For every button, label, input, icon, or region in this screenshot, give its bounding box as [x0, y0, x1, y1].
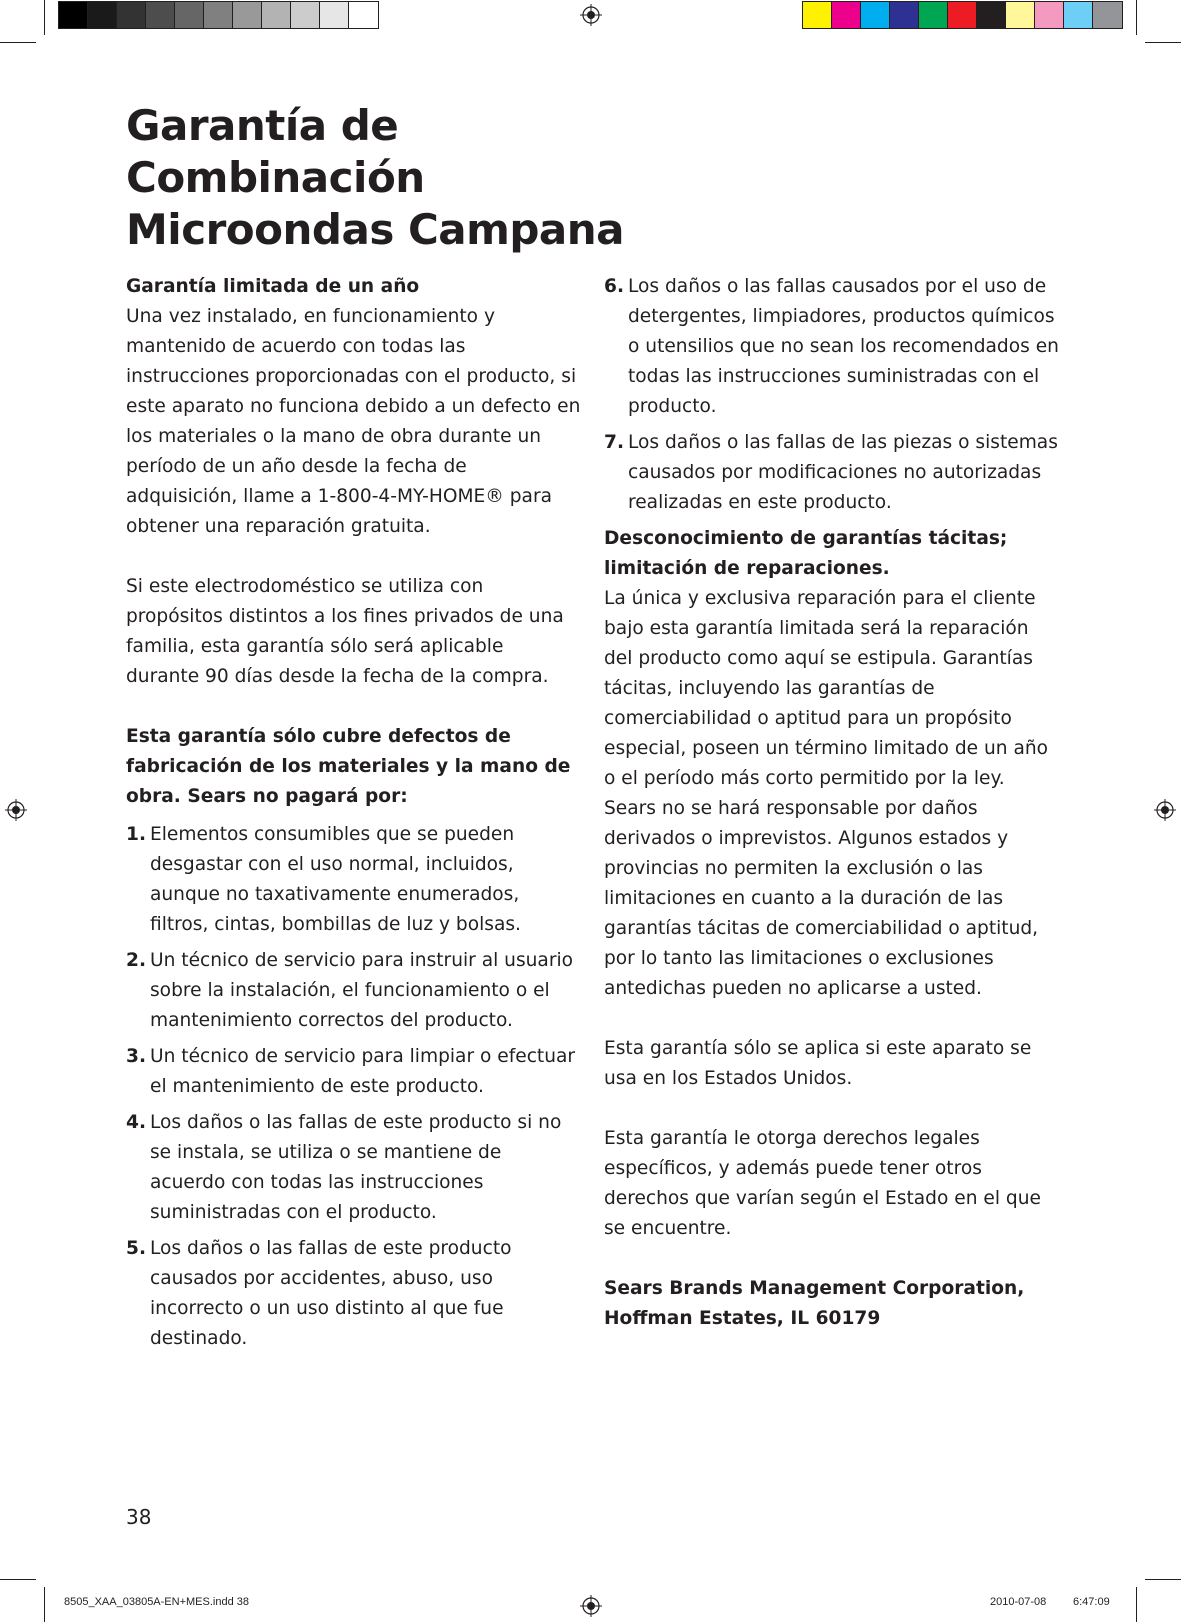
- right-column: [604, 272, 1059, 1334]
- list-number: 3.: [126, 1046, 147, 1067]
- crop-mark: [1145, 1579, 1181, 1580]
- list-item: [604, 272, 1059, 422]
- company-name: Sears Brands Management Corporation,: [604, 1278, 1025, 1299]
- list-text: Los daños o las fallas causados por el uso de detergentes, limpiadores, productos químicos o utensilios que no sean los recomendados en todas las instrucciones suministradas con el producto.: [628, 276, 1059, 417]
- title-line: Microondas Campana: [126, 205, 625, 254]
- color-swatch: [204, 2, 233, 28]
- list-text: Los daños o las fallas de este producto si no se instala, se utiliza o se mantiene de acuerdo con todas las instrucciones suministradas con el producto.: [150, 1112, 562, 1223]
- color-swatch: [146, 2, 175, 28]
- color-swatch: [349, 2, 378, 28]
- color-swatch: [977, 2, 1006, 28]
- warranty-heading: Garantía limitada de un año: [126, 276, 420, 297]
- company-address: Hoffman Estates, IL 60179: [604, 1308, 881, 1329]
- list-item: [126, 1234, 581, 1354]
- title-line: Garantía de: [126, 101, 399, 150]
- slug-filename: 8505_XAA_03805A-EN+MES.indd 38: [64, 1596, 249, 1608]
- registration-mark-icon: [580, 1595, 602, 1617]
- list-item: [126, 946, 581, 1036]
- list-number: 2.: [126, 950, 147, 971]
- list-text: Elementos consumibles que se pueden desgastar con el uso normal, incluidos, aunque no taxativamente enumerados, filtros, cintas, bombillas de luz y bolsas.: [150, 824, 521, 935]
- disclaimer-heading: Desconocimiento de garantías tácitas; limitación de reparaciones.: [604, 528, 1008, 579]
- color-swatch: [175, 2, 204, 28]
- list-text: Un técnico de servicio para limpiar o efectuar el mantenimiento de este producto.: [150, 1046, 576, 1097]
- crop-mark: [44, 1587, 45, 1622]
- color-swatch: [233, 2, 262, 28]
- color-swatch: [1093, 2, 1122, 28]
- exclusions-list: [126, 820, 581, 1354]
- color-swatch: [832, 2, 861, 28]
- color-swatch: [320, 2, 349, 28]
- crop-mark: [1145, 42, 1181, 43]
- page-number: 38: [126, 1505, 152, 1529]
- color-swatch: [890, 2, 919, 28]
- registration-mark-icon: [580, 4, 602, 26]
- list-number: 5.: [126, 1238, 147, 1259]
- list-number: 7.: [604, 432, 625, 453]
- crop-mark: [44, 0, 45, 35]
- color-swatch: [803, 2, 832, 28]
- slug-date: 2010-07-08: [990, 1596, 1047, 1608]
- color-swatch: [88, 2, 117, 28]
- slug-time: 6:47:09: [1073, 1596, 1110, 1608]
- legal-rights-paragraph: Esta garantía le otorga derechos legales específicos, y además puede tener otros derechos que varían según el Estado en el que se encuentre.: [604, 1128, 1041, 1239]
- color-swatch: [117, 2, 146, 28]
- crop-mark: [0, 1579, 36, 1580]
- crop-mark: [1136, 0, 1137, 35]
- warranty-paragraph: Una vez instalado, en funcionamiento y mantenido de acuerdo con todas las instrucciones proporcionadas con el producto, si este aparato no funciona debido a un defecto en los materiales o la mano de obra durante un período de un año desde la fecha de adquisición, llame a 1-800-4-MY-HOME® para obtener una reparación gratuita.: [126, 306, 581, 537]
- crop-mark: [1136, 1587, 1137, 1622]
- page-title: [126, 100, 624, 256]
- left-column: [126, 272, 581, 1360]
- usa-paragraph: Esta garantía sólo se aplica si este aparato se usa en los Estados Unidos.: [604, 1038, 1032, 1089]
- color-swatch: [948, 2, 977, 28]
- list-number: 1.: [126, 824, 147, 845]
- exclusions-list-continued: [604, 272, 1059, 518]
- list-number: 6.: [604, 276, 625, 297]
- process-color-bar: [802, 1, 1123, 29]
- list-item: [126, 820, 581, 940]
- color-swatch: [1035, 2, 1064, 28]
- commercial-use-paragraph: Si este electrodoméstico se utiliza con propósitos distintos a los fines privados de una familia, esta garantía sólo será aplicable durante 90 días desde la fecha de la compra.: [126, 576, 564, 687]
- list-item: [604, 428, 1059, 518]
- color-swatch: [919, 2, 948, 28]
- disclaimer-paragraph: La única y exclusiva reparación para el cliente bajo esta garantía limitada será la reparación del producto como aquí se estipula. Garantías tácitas, incluyendo las garantías de comerciabilidad o aptitud para un propósito especial, poseen un término limitado de un año o el período más corto permitido por la ley. Sears no se hará responsable por daños derivados o imprevistos. Algunos estados y provincias no permiten la exclusión o las limitaciones en cuanto a la duración de las garantías tácitas de comerciabilidad o aptitud, por lo tanto las limitaciones o exclusiones antedichas pueden no aplicarse a usted.: [604, 588, 1049, 999]
- color-swatch: [59, 2, 88, 28]
- list-item: [126, 1108, 581, 1228]
- color-swatch: [1064, 2, 1093, 28]
- list-number: 4.: [126, 1112, 147, 1133]
- color-swatch: [861, 2, 890, 28]
- coverage-heading: Esta garantía sólo cubre defectos de fabricación de los materiales y la mano de obra. Sears no pagará por:: [126, 726, 571, 807]
- color-swatch: [1006, 2, 1035, 28]
- crop-mark: [0, 42, 36, 43]
- registration-mark-icon: [5, 799, 27, 821]
- list-text: Un técnico de servicio para instruir al usuario sobre la instalación, el funcionamiento o el mantenimiento correctos del producto.: [150, 950, 574, 1031]
- title-line: Combinación: [126, 153, 425, 202]
- color-swatch: [291, 2, 320, 28]
- list-item: [126, 1042, 581, 1102]
- color-swatch: [262, 2, 291, 28]
- list-text: Los daños o las fallas de las piezas o sistemas causados por modificaciones no autorizadas realizadas en este producto.: [628, 432, 1058, 513]
- list-text: Los daños o las fallas de este producto causados por accidentes, abuso, uso incorrecto o un uso distinto al que fue destinado.: [150, 1238, 512, 1349]
- registration-mark-icon: [1154, 799, 1176, 821]
- grayscale-color-bar: [58, 1, 379, 29]
